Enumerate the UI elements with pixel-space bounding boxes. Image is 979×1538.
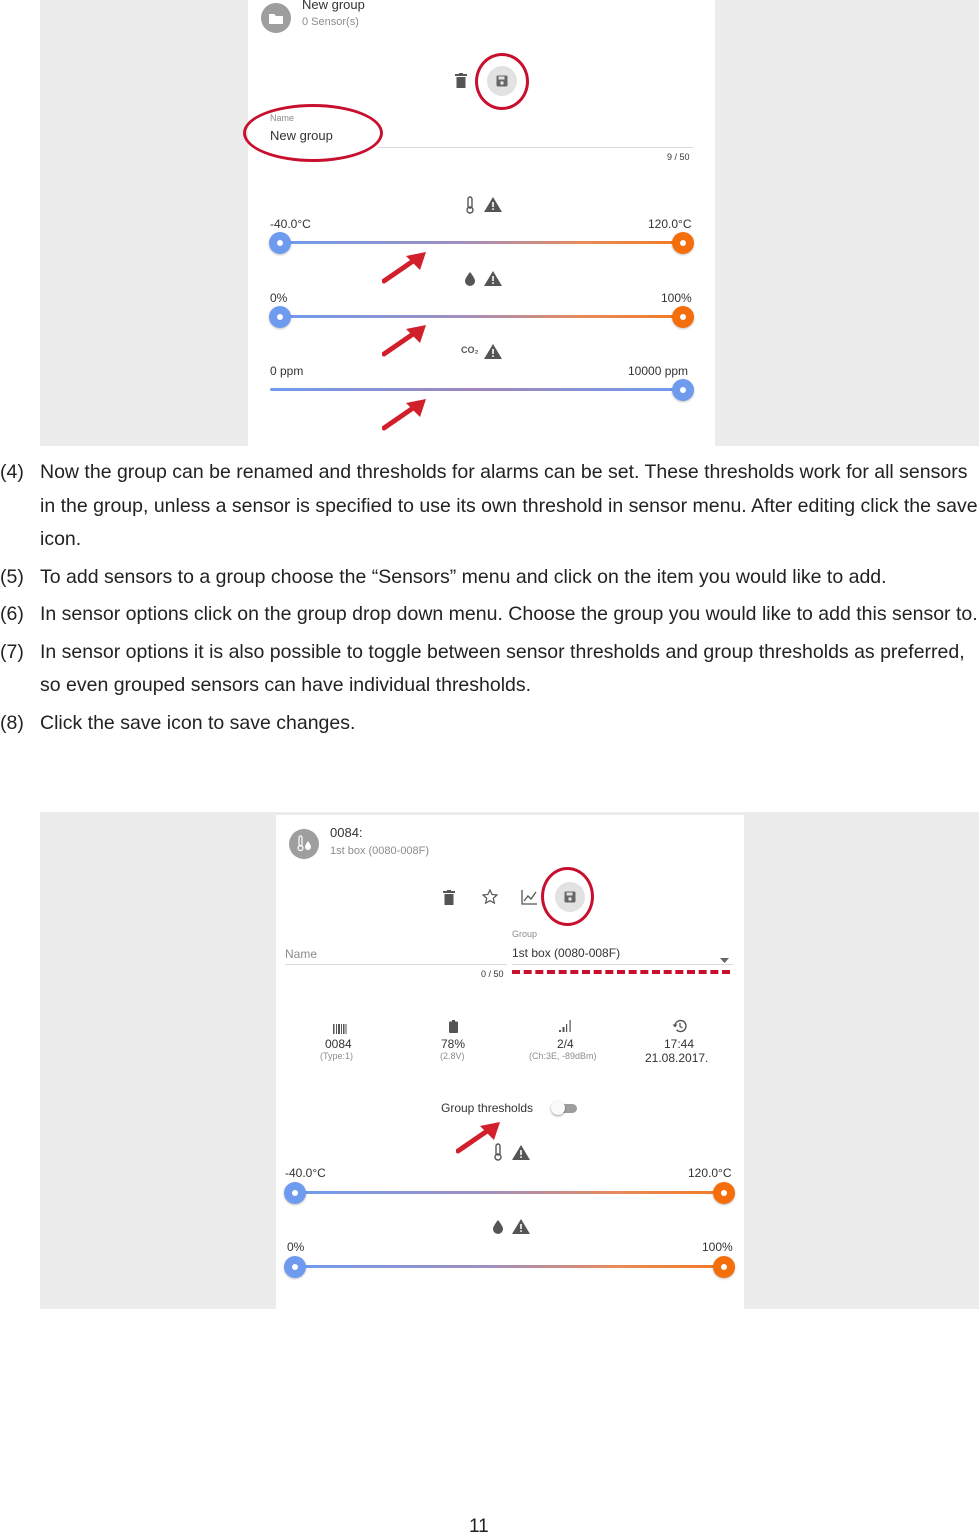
hum-min-label: 0%: [270, 291, 288, 305]
step-5: [0, 561, 979, 595]
step-6: [0, 598, 979, 632]
arrow-annotation: [382, 250, 428, 284]
dropdown-highlight-dashes: [512, 970, 730, 974]
stat-time-value: 17:44: [664, 1037, 695, 1051]
group-settings-panel: [248, 0, 715, 446]
co2-slider-track[interactable]: [270, 388, 684, 391]
step-number: (6): [0, 603, 24, 625]
history-icon: [672, 1019, 687, 1038]
save-highlight-circle: [475, 53, 529, 110]
save-highlight-circle: [541, 867, 594, 926]
screenshot-group-settings: [40, 0, 979, 446]
step-number: (4): [0, 461, 24, 483]
stat-signal-value: 2/4: [557, 1037, 574, 1051]
step-text: To add sensors to a group choose the “Sensors” menu and click on the item you would like to add.: [40, 565, 887, 588]
signal-icon: [559, 1019, 572, 1037]
temp-max-label: 120.0°C: [648, 217, 692, 231]
instruction-steps: [0, 456, 979, 744]
group-dropdown[interactable]: 1st box (0080-008F): [512, 946, 621, 960]
sensor-options-panel: [276, 815, 744, 1309]
stat-battery-value: 78%: [441, 1037, 466, 1051]
step-number: (7): [0, 640, 24, 663]
stat-signal-sub: (Ch:3E, -89dBm): [529, 1051, 597, 1061]
step-7: [0, 636, 979, 703]
co2-min-label: 0 ppm: [270, 364, 304, 378]
water-drop-icon: [493, 1220, 503, 1239]
arrow-annotation: [382, 397, 428, 431]
sensor-icon: [289, 829, 319, 859]
group-label: Group: [512, 929, 538, 939]
temp-max-label: 120.0°C: [688, 1166, 732, 1180]
group-subtitle: 0 Sensor(s): [302, 16, 359, 28]
step-text: In sensor options click on the group drop down menu. Choose the group you would like to add this sensor to.: [40, 603, 978, 625]
hum-max-handle[interactable]: [672, 306, 694, 328]
group-thresholds-toggle[interactable]: [551, 1103, 577, 1113]
group-title: New group: [302, 0, 365, 12]
temp-min-label: -40.0°C: [270, 217, 311, 231]
arrow-annotation: [382, 323, 428, 357]
group-underline: [512, 964, 734, 965]
step-text: Click the save icon to save changes.: [40, 711, 356, 734]
hum-max-label: 100%: [661, 291, 692, 305]
sensor-title: 0084:: [330, 825, 363, 840]
warning-icon: [484, 197, 502, 217]
warning-icon: [512, 1219, 530, 1239]
stat-date-value: 21.08.2017.: [645, 1051, 709, 1065]
step-text: Now the group can be renamed and thresholds for alarms can be set. These thresholds work for all sensors in the group, unless a sensor is specified to use its own threshold in sensor menu. After editing click the save icon.: [40, 461, 978, 550]
name-char-count: 9 / 50: [667, 152, 690, 162]
thermometer-icon: [465, 196, 475, 219]
name-label: Name: [270, 113, 295, 123]
step-8: [0, 707, 979, 741]
hum-max-handle[interactable]: [713, 1256, 735, 1278]
temp-min-handle[interactable]: [284, 1182, 306, 1204]
name-underline: [378, 147, 694, 148]
page-number: 11: [469, 1516, 489, 1537]
water-drop-icon: [465, 272, 475, 291]
step-4: [0, 456, 979, 557]
hum-slider-track[interactable]: [295, 1265, 724, 1268]
temp-slider-track[interactable]: [295, 1191, 724, 1194]
temp-min-handle[interactable]: [269, 232, 291, 254]
step-number: (5): [0, 565, 24, 588]
temp-max-handle[interactable]: [713, 1182, 735, 1204]
co2-max-label: 10000 ppm: [628, 364, 689, 378]
star-icon[interactable]: [482, 889, 498, 910]
temp-max-handle[interactable]: [672, 232, 694, 254]
thermometer-icon: [493, 1143, 503, 1166]
stat-battery-sub: (2.8V): [440, 1051, 465, 1061]
trash-icon[interactable]: [455, 73, 467, 88]
warning-icon: [484, 271, 502, 291]
hum-min-handle[interactable]: [269, 306, 291, 328]
battery-icon: [449, 1020, 458, 1038]
group-thresholds-label: Group thresholds: [441, 1101, 534, 1115]
hum-max-label: 100%: [702, 1240, 733, 1254]
chevron-down-icon[interactable]: [720, 950, 729, 968]
sensor-subtitle: 1st box (0080-008F): [330, 845, 430, 857]
hum-min-handle[interactable]: [284, 1256, 306, 1278]
chart-icon[interactable]: [521, 889, 538, 910]
temp-slider-track[interactable]: [280, 241, 684, 244]
co2-icon: CO₂: [461, 345, 479, 355]
warning-icon: [484, 344, 502, 364]
screenshot-sensor-options: [40, 812, 979, 1309]
step-text: In sensor options it is also possible to toggle between sensor thresholds and group thresholds as preferred, so even grouped sensors can have individual thresholds.: [40, 640, 965, 696]
name-input[interactable]: New group: [270, 128, 333, 143]
name-underline: [285, 964, 507, 965]
hum-min-label: 0%: [287, 1240, 305, 1254]
temp-min-label: -40.0°C: [285, 1166, 326, 1180]
name-input[interactable]: Name: [285, 947, 318, 961]
stat-id-sub: (Type:1): [320, 1051, 354, 1061]
name-char-count: 0 / 50: [481, 969, 504, 979]
name-highlight-ellipse: [243, 104, 383, 162]
folder-icon: [261, 3, 291, 33]
step-number: (8): [0, 711, 24, 734]
hum-slider-track[interactable]: [280, 315, 684, 318]
co2-max-handle[interactable]: [672, 379, 694, 401]
stat-id-value: 0084: [325, 1037, 352, 1051]
warning-icon: [512, 1145, 530, 1165]
trash-icon[interactable]: [443, 890, 455, 905]
